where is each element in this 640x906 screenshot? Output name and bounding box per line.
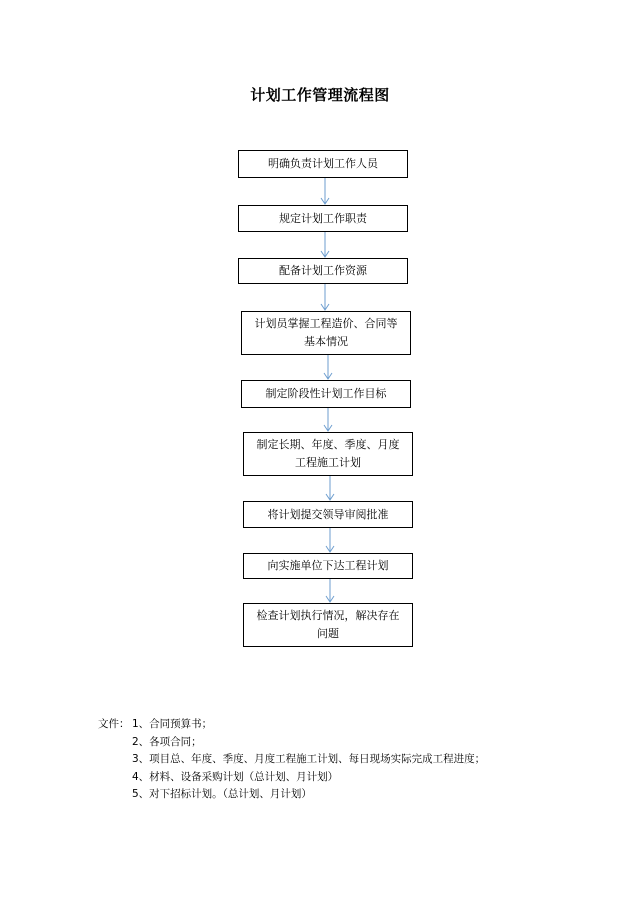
page-title: 计划工作管理流程图 bbox=[250, 86, 390, 104]
flow-arrow bbox=[321, 284, 329, 310]
flow-arrow bbox=[324, 355, 332, 379]
file-item: 3、项目总、年度、季度、月度工程施工计划、每日现场实际完成工程进度； bbox=[132, 753, 486, 765]
step-label: 计划员掌握工程造价、合同等 基本情况 bbox=[254, 317, 398, 348]
flow-arrow bbox=[326, 579, 334, 602]
step-box-3 bbox=[238, 258, 408, 284]
file-item: 1、合同预算书； bbox=[132, 718, 213, 730]
file-item: 2、各项合同； bbox=[132, 735, 202, 748]
step-box-1 bbox=[238, 150, 408, 178]
step-label: 检查计划执行情况，解决存在 问题 bbox=[256, 609, 400, 640]
step-label: 明确负责计划工作人员 bbox=[268, 157, 378, 170]
step-label: 配备计划工作资源 bbox=[279, 264, 367, 277]
file-list-row bbox=[98, 716, 485, 734]
step-box-4 bbox=[241, 311, 411, 355]
step-label: 将计划提交领导审阅批准 bbox=[267, 507, 389, 521]
file-list-row bbox=[98, 751, 485, 769]
flow-arrow bbox=[321, 232, 329, 257]
step-label: 制定长期、年度、季度、月度 工程施工计划 bbox=[256, 438, 400, 469]
file-list-row bbox=[98, 769, 485, 787]
flow-arrow bbox=[324, 408, 332, 431]
flow-arrow bbox=[321, 178, 329, 204]
step-box-6 bbox=[243, 432, 413, 476]
step-box-5 bbox=[241, 380, 411, 408]
file-item: 4、材料、设备采购计划（总计划、月计划） bbox=[132, 770, 339, 783]
step-box-8 bbox=[243, 553, 413, 579]
step-box-9 bbox=[243, 603, 413, 647]
step-label: 制定阶段性计划工作目标 bbox=[265, 387, 387, 400]
step-label: 规定计划工作职责 bbox=[279, 211, 367, 225]
step-label: 向实施单位下达工程计划 bbox=[267, 559, 389, 572]
flow-arrow bbox=[326, 476, 334, 500]
file-list bbox=[98, 716, 485, 804]
file-list-row bbox=[98, 786, 485, 804]
file-list-row bbox=[98, 734, 485, 752]
flow-arrow bbox=[326, 528, 334, 552]
file-list-prefix: 文件： bbox=[98, 718, 130, 730]
step-box-2 bbox=[238, 205, 408, 232]
step-box-7 bbox=[243, 501, 413, 528]
file-item: 5、对下招标计划。（总计划、月计划） bbox=[132, 788, 312, 800]
